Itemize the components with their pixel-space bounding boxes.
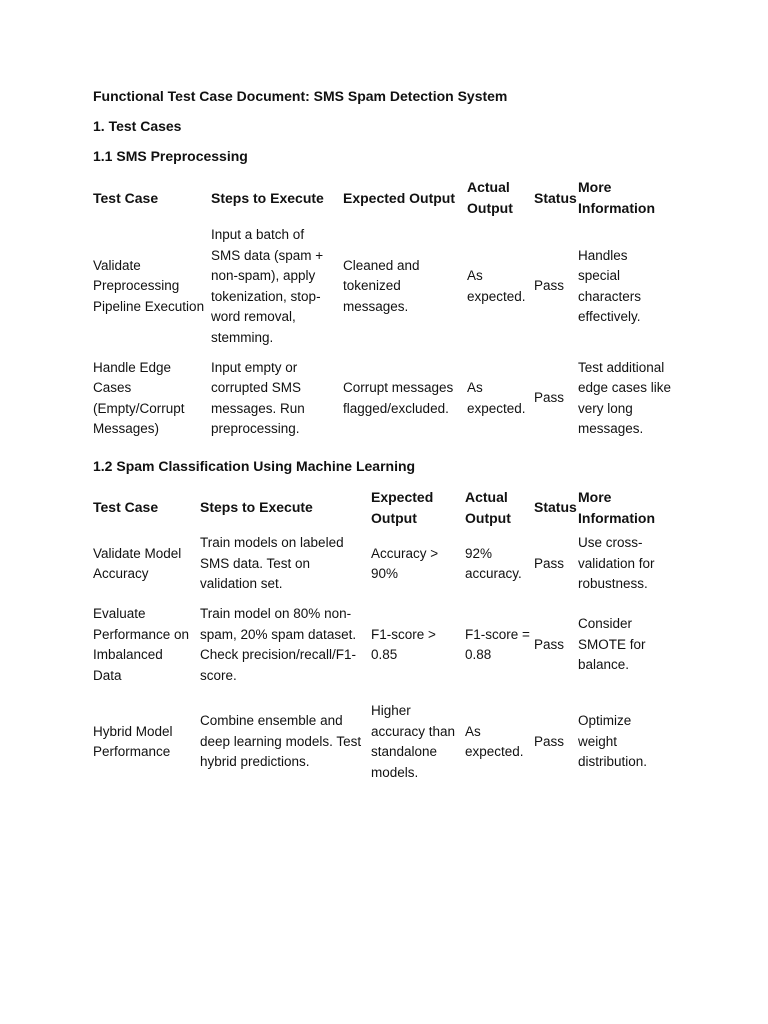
cell-expected-output: Corrupt messages flagged/excluded. (343, 380, 454, 416)
column-header-test-case: Test Case (93, 189, 159, 206)
cell-test-case: Handle Edge Cases (Empty/Corrupt Messages) (93, 359, 185, 436)
cell-status: Pass (534, 278, 565, 294)
cell-actual-output: F1-score = 0.88 (465, 626, 530, 662)
column-header-more-information: More Information (578, 179, 655, 216)
document-title: Functional Test Case Document: SMS Spam Detection System (93, 88, 508, 104)
column-header-steps: Steps to Execute (211, 189, 324, 206)
cell-more-information: Test additional edge cases like very long messages. (578, 359, 672, 436)
cell-more-information: Consider SMOTE for balance. (578, 616, 646, 673)
cell-test-case: Hybrid Model Performance (93, 723, 173, 759)
column-header-expected-output: Expected Output (371, 488, 434, 526)
section-heading-test-cases: 1. Test Cases (93, 118, 182, 134)
column-header-status: Status (534, 189, 577, 206)
cell-expected-output: F1-score > 0.85 (371, 626, 436, 662)
cell-expected-output: Accuracy > 90% (371, 545, 439, 581)
table-row (93, 529, 683, 599)
cell-status: Pass (534, 390, 565, 406)
cell-test-case: Evaluate Performance on Imbalanced Data (93, 606, 190, 683)
cell-steps: Input a batch of SMS data (spam + non-spam), apply tokenization, stop- word removal, stemming. (211, 227, 324, 345)
cell-status: Pass (534, 555, 565, 571)
cell-more-information: Optimize weight distribution. (578, 713, 648, 770)
subsection-heading-spam-classification: 1.2 Spam Classification Using Machine Learning (93, 458, 416, 474)
cell-more-information: Handles special characters effectively. (578, 247, 642, 324)
table-row (93, 599, 683, 691)
column-header-expected-output: Expected Output (343, 189, 456, 206)
column-header-actual-output: Actual Output (467, 179, 513, 216)
column-header-actual-output: Actual Output (465, 488, 511, 526)
column-header-steps: Steps to Execute (200, 499, 313, 515)
cell-steps: Train models on labeled SMS data. Test on validation set. (200, 535, 344, 592)
column-header-test-case: Test Case (93, 499, 159, 515)
sms-preprocessing-table (93, 176, 683, 444)
cell-steps: Train model on 80% non- spam, 20% spam dataset. Check precision/recall/F1- score. (200, 606, 357, 683)
cell-test-case: Validate Preprocessing Pipeline Execution (93, 257, 205, 314)
cell-test-case: Validate Model Accuracy (93, 545, 182, 581)
cell-actual-output: As expected. (467, 380, 526, 416)
cell-actual-output: As expected. (467, 268, 526, 304)
column-header-more-information: More Information (578, 488, 655, 526)
cell-steps: Combine ensemble and deep learning models. Test hybrid predictions. (200, 713, 362, 770)
cell-expected-output: Higher accuracy than standalone models. (371, 703, 456, 780)
spam-classification-table (93, 486, 683, 793)
subsection-heading-sms-preprocessing: 1.1 SMS Preprocessing (93, 148, 248, 164)
table-header-row (93, 176, 683, 220)
table-row (93, 691, 683, 793)
column-header-status: Status (534, 499, 577, 515)
cell-actual-output: 92% accuracy. (465, 545, 522, 581)
table-header-row (93, 486, 683, 529)
cell-actual-output: As expected. (465, 723, 524, 759)
cell-status: Pass (534, 636, 565, 652)
table-row (93, 220, 683, 353)
cell-steps: Input empty or corrupted SMS messages. Run preprocessing. (211, 359, 305, 436)
cell-status: Pass (534, 733, 565, 749)
table-row (93, 353, 683, 444)
cell-more-information: Use cross- validation for robustness. (578, 535, 655, 592)
cell-expected-output: Cleaned and tokenized messages. (343, 257, 420, 314)
